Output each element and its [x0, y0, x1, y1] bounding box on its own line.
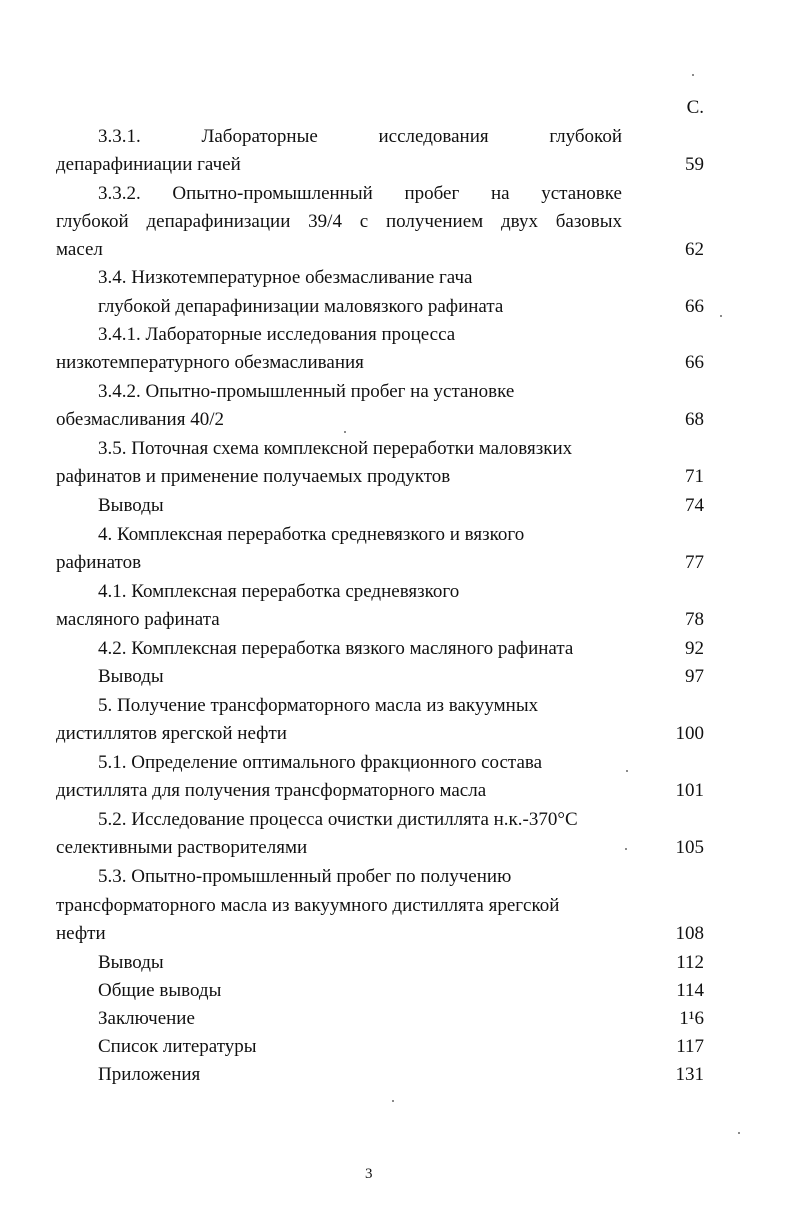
toc-entry-5-3-line2: трансформаторного масла из вакуумного дистиллята ярегской — [56, 895, 560, 916]
toc-entry-3-3-1-line1 — [98, 125, 622, 149]
toc-entry-4-1-line1: 4.1. Комплексная переработка средневязкого — [98, 581, 460, 602]
toc-page-number: 108 — [675, 923, 704, 944]
scan-speck — [392, 1100, 394, 1102]
word: исследования — [378, 126, 489, 147]
toc-entry-5-line1: 5. Получение трансформаторного масла из вакуумных — [98, 695, 539, 716]
word: пробег — [404, 183, 460, 204]
toc-page-number: 71 — [685, 466, 704, 487]
toc-entry-3-5-line2: рафинатов и применение получаемых продуктов — [56, 466, 451, 487]
toc-page-number: 92 — [685, 638, 704, 659]
toc-page-number: 100 — [675, 723, 704, 744]
toc-page-number: 62 — [685, 239, 704, 260]
toc-page-number: 117 — [676, 1036, 704, 1057]
toc-entry-4-line2: рафинатов — [56, 552, 142, 573]
page-column-header: С. — [686, 97, 704, 118]
word: глубокой — [549, 126, 622, 147]
toc-entry-3-3-2-line2: глубокой депарафинизации 39/4 с получением двух базовых — [56, 211, 622, 232]
toc-page-number: 77 — [685, 552, 704, 573]
toc-page-number: 114 — [676, 980, 704, 1001]
toc-page-number: 66 — [685, 296, 704, 317]
scan-speck — [720, 315, 722, 317]
toc-entry-appendices: Приложения — [98, 1064, 201, 1085]
toc-page-number: 105 — [675, 837, 704, 858]
scan-speck — [692, 74, 694, 76]
toc-entry-5-3-line3: нефти — [56, 923, 106, 944]
toc-page-number: 97 — [685, 666, 704, 687]
toc-entry-3-4-2-line1: 3.4.2. Опытно-промышленный пробег на установке — [98, 381, 515, 402]
toc-page-number: 78 — [685, 609, 704, 630]
toc-page-number: 112 — [676, 952, 704, 973]
toc-entry-3-3-2-line3: масел — [56, 239, 103, 260]
toc-entry-references: Список литературы — [98, 1036, 257, 1057]
scan-speck — [344, 431, 346, 433]
word: 3.3.1. — [98, 126, 141, 147]
toc-entry-3-4-line2: глубокой депарафинизации маловязкого рафината — [98, 296, 504, 317]
toc-entry-5-3-line1: 5.3. Опытно-промышленный пробег по получению — [98, 866, 512, 887]
toc-entry-3-4-1-line1: 3.4.1. Лабораторные исследования процесса — [98, 324, 456, 345]
toc-entry-3-3-2-line1 — [98, 182, 622, 206]
toc-entry-5-2-line1: 5.2. Исследование процесса очистки дистиллята н.к.-370°С — [98, 809, 578, 830]
word: 3.3.2. — [98, 183, 141, 204]
footer-page-number: 3 — [365, 1166, 373, 1182]
toc-entry-conclusions-3: Выводы — [98, 495, 164, 516]
word: Лабораторные — [201, 126, 318, 147]
toc-entry-3-4-1-line2: низкотемпературного обезмасливания — [56, 352, 364, 373]
word: Опытно-промышленный — [172, 183, 373, 204]
toc-entry-4-1-line2: масляного рафината — [56, 609, 220, 630]
toc-page-number: 101 — [675, 780, 704, 801]
word: установке — [541, 183, 622, 204]
toc-page-number: 131 — [675, 1064, 704, 1085]
toc-page-number: 1¹6 — [679, 1008, 704, 1029]
toc-entry-conclusions-5: Выводы — [98, 952, 164, 973]
toc-entry-conclusions-4: Выводы — [98, 666, 164, 687]
toc-page-number: 68 — [685, 409, 704, 430]
toc-entry-3-5-line1: 3.5. Поточная схема комплексной переработки маловязких — [98, 438, 573, 459]
toc-page-number: 59 — [685, 154, 704, 175]
toc-page-number: 66 — [685, 352, 704, 373]
toc-entry-summary: Заключение — [98, 1008, 195, 1029]
word: на — [490, 183, 510, 204]
toc-entry-3-4-line1: 3.4. Низкотемпературное обезмасливание гача — [98, 267, 473, 288]
scan-speck — [738, 1132, 740, 1134]
toc-entry-3-4-2-line2: обезмасливания 40/2 — [56, 409, 224, 430]
toc-entry-3-3-1-line2: депарафиниации гачей — [56, 154, 241, 175]
scan-speck — [625, 848, 627, 850]
toc-entry-5-line2: дистиллятов ярегской нефти — [56, 723, 287, 744]
toc-entry-general-conclusions: Общие выводы — [98, 980, 222, 1001]
scan-speck — [626, 770, 628, 772]
toc-entry-4-2: 4.2. Комплексная переработка вязкого масляного рафината — [98, 638, 574, 659]
toc-entry-5-2-line2: селективными растворителями — [56, 837, 308, 858]
toc-entry-4-line1: 4. Комплексная переработка средневязкого и вязкого — [98, 524, 525, 545]
toc-entry-5-1-line2: дистиллята для получения трансформаторного масла — [56, 780, 487, 801]
toc-page-number: 74 — [685, 495, 704, 516]
toc-entry-5-1-line1: 5.1. Определение оптимального фракционного состава — [98, 752, 543, 773]
